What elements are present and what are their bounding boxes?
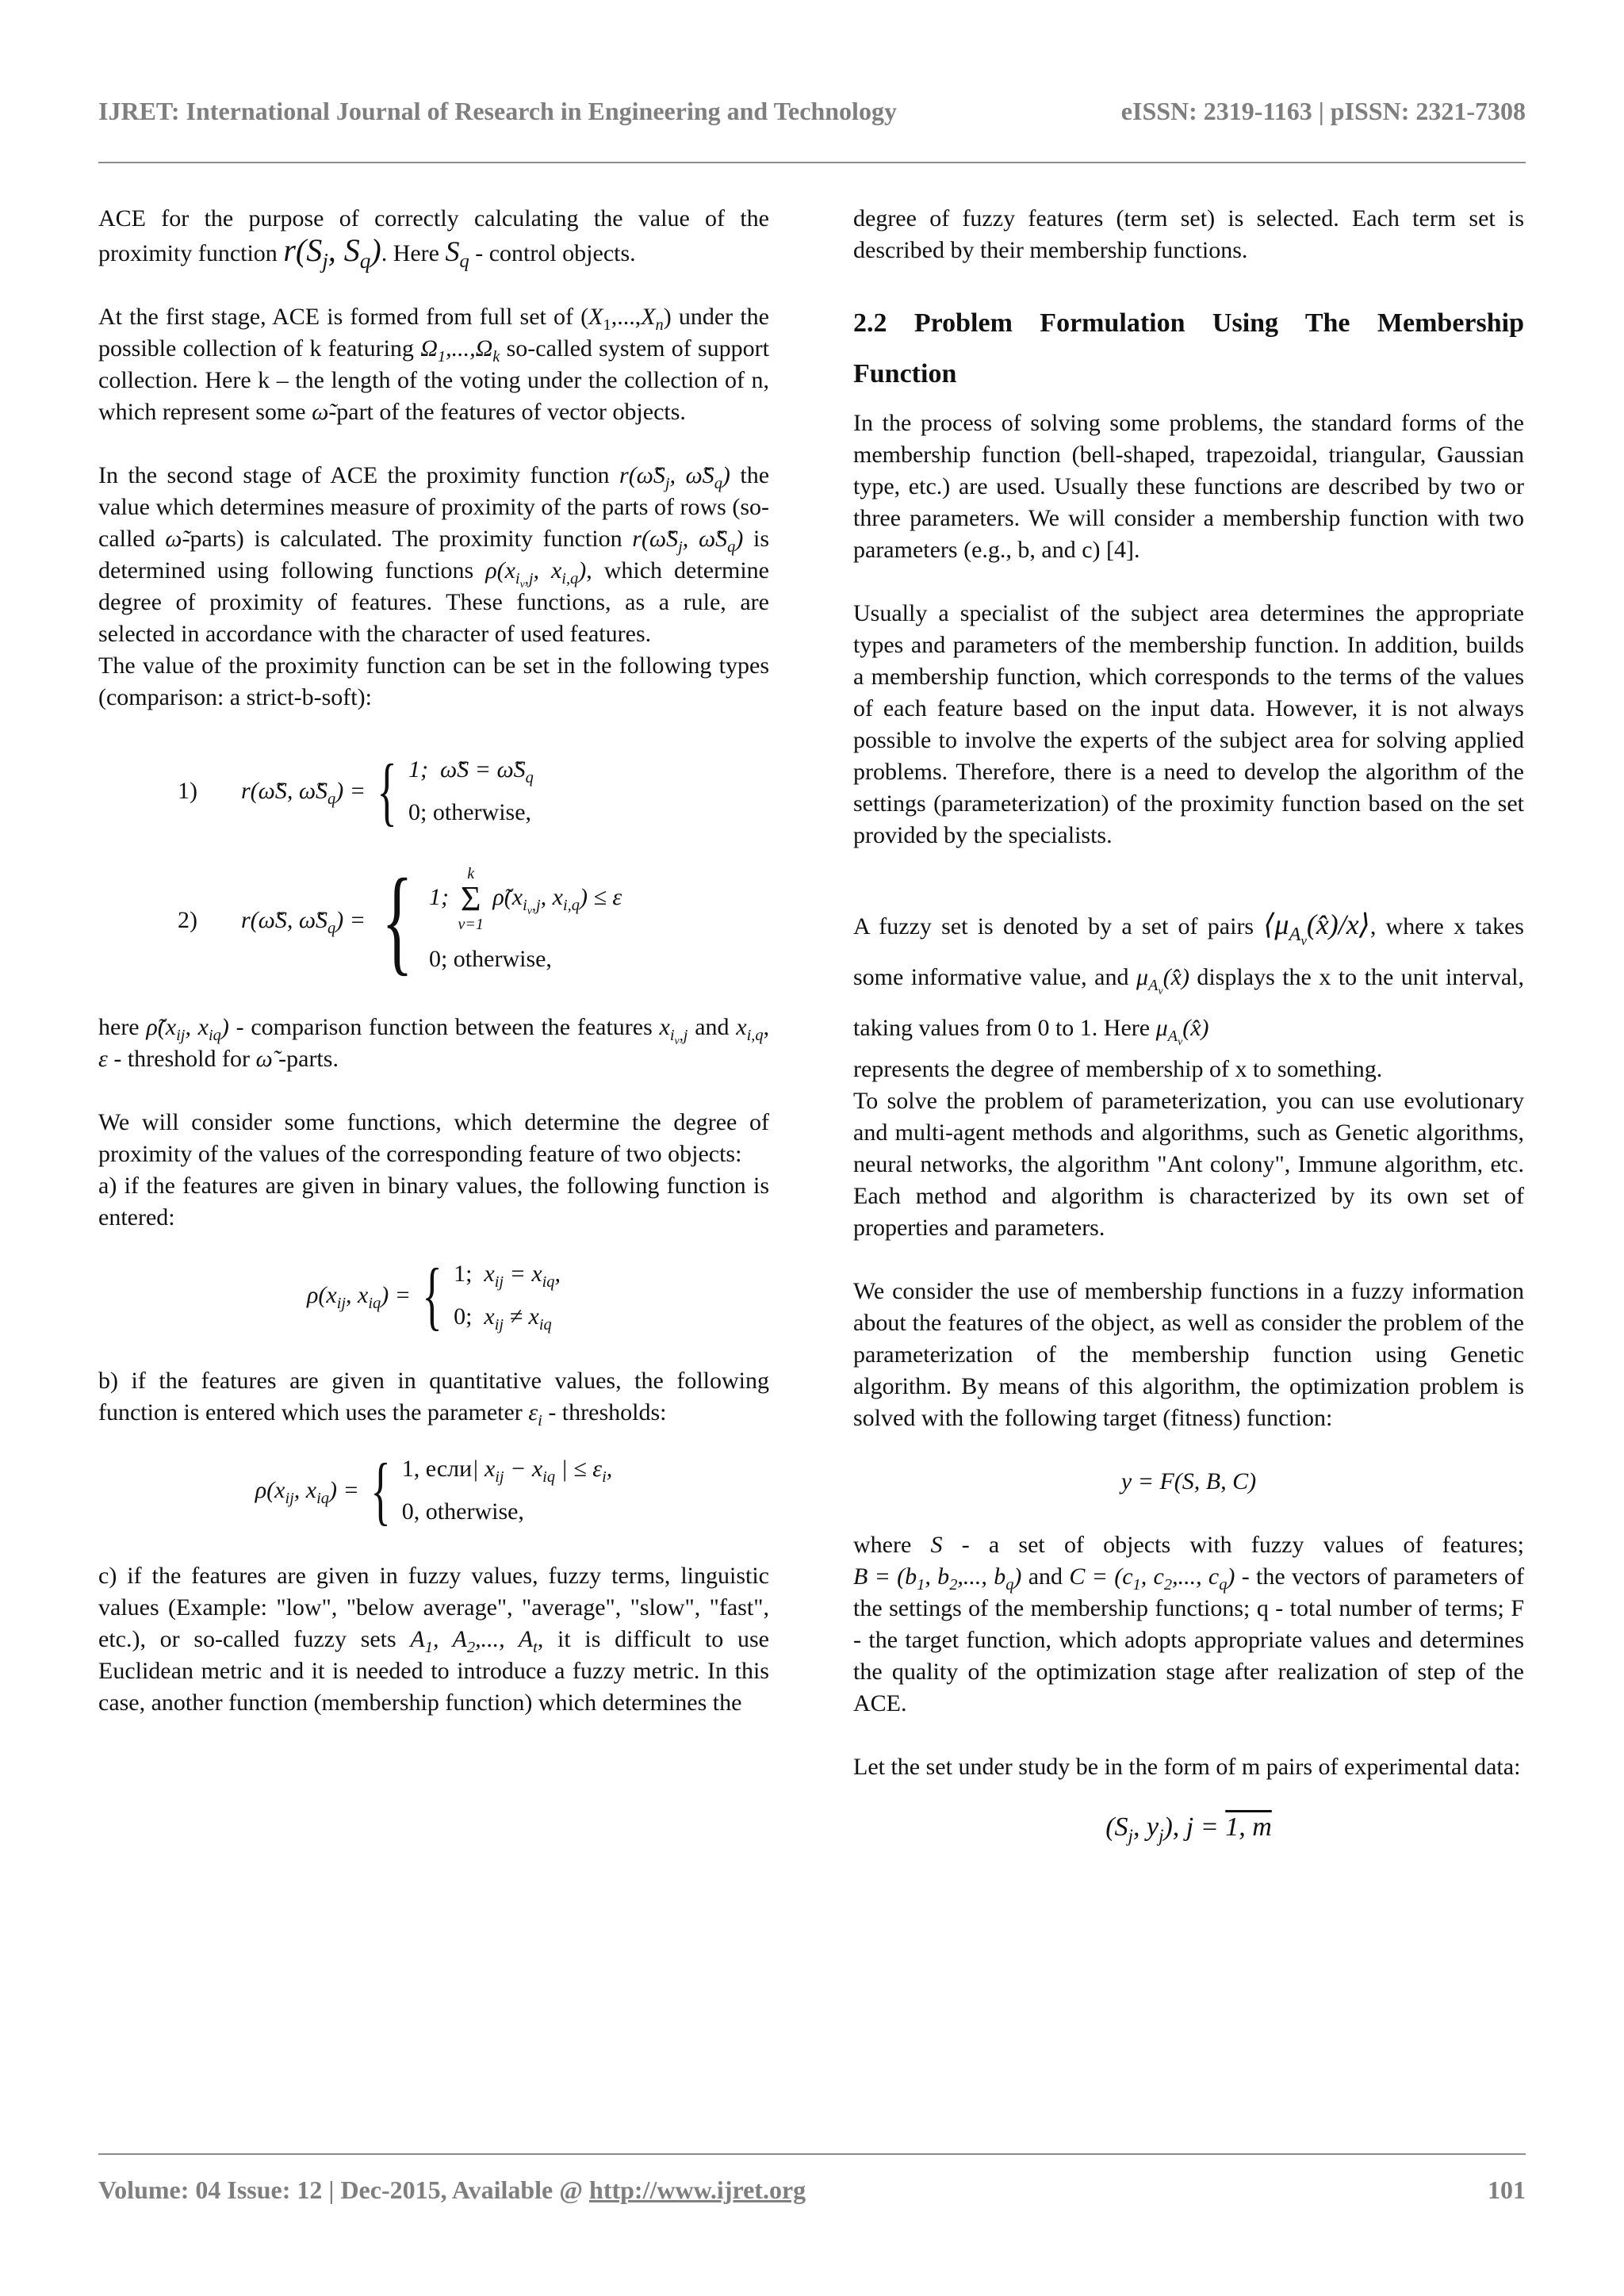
paragraph: degree of fuzzy features (term set) is selected. Each term set is described by their membership functions. bbox=[853, 205, 1524, 263]
equation-fitness: y = F(S, B, C) bbox=[1120, 1468, 1257, 1494]
paragraph: ACE for the purpose of correctly calculating the value of the proximity function $r(S_j$, $S_q$). Here $S_q$ - control objects. bbox=[98, 205, 769, 273]
section-heading: 2.2 Problem Formulation Using The Membership Function bbox=[853, 308, 1524, 388]
footer-rule bbox=[98, 2153, 1526, 2155]
left-column bbox=[98, 203, 769, 1751]
paragraph: here $\rhõ(x_{ij}$, $x_{iq}$) - comparison function between the features $x_{i_v,j}$ and $x_{i,q}$, ε - threshold for ω̃ -parts. bbox=[98, 1014, 770, 1072]
issn-header: eISSN: 2319-1163 | pISSN: 2321-7308 bbox=[1120, 97, 1526, 125]
footer-volume: Volume: 04 Issue: 12 | Dec-2015, Available @ http://www.ijret.org bbox=[98, 2175, 806, 2204]
paragraph: b) if the features are given in quantitative values, the following function is entered which uses the parameter $\varepsilon_i$ - thresholds: bbox=[98, 1368, 769, 1429]
paragraph: c) if the features are given in fuzzy values, fuzzy terms, linguistic values (Example: "low", "below average", "average", "slow", "fast", etc.), or so-called fuzzy sets $A_1$, $A_2$,..., $A_t$, it is difficult to use Euclidean metric and it is needed to introduce a fuzzy metric. In this case, another function (membership function) which determines the bbox=[98, 1563, 769, 1716]
paragraph: We will consider some functions, which determine the degree of proximity of the values of the corresponding feature of two objects: bbox=[98, 1109, 769, 1167]
paragraph: In the process of solving some problems, the standard forms of the membership function (bell-shaped, trapezoidal, triangular, Gaussian type, etc.) are used. Usually these functions are described by two or three parameters. We will consider a membership function with two parameters (e.g., b, and c) [4]. bbox=[853, 410, 1524, 563]
paragraph: Usually a specialist of the subject area determines the appropriate types and parameters of the membership function. In addition, builds a membership function, which corresponds to the terms of the values of each feature based on the input data. However, it is not always possible to involve the experts of the subject area for solving applied problems. Therefore, there is a need to develop the algorithm of the settings (parameterization) of the proximity function based on the set provided by the specialists. bbox=[853, 600, 1524, 848]
paragraph: We consider the use of membership functions in a fuzzy information about the features of the object, as well as consider the problem of the parameterization of the membership function using Genetic algorithm. By means of this algorithm, the optimization problem is solved with the following target (fitness) function: bbox=[853, 1278, 1524, 1431]
paragraph: The value of the proximity function can be set in the following types (comparison: a strict-b-soft): bbox=[98, 652, 769, 710]
paragraph: At the first stage, ACE is formed from full set of $(X_1,...,X_n)$ under the possible collection of k featuring $\Omega_1,...,\Omega_k$ so-called system of support collection. Here k – the length of the voting under the collection of n, which represent some ω̃-part of the features of vector objects. bbox=[98, 304, 770, 425]
equation-quantitative: $\rho(x_{ij}$, $x_{iq}$) = { 1, если| $x_{ij} - x_{iq}$ | ≤ $\varepsilon_i$, 0, otherwise, bbox=[255, 1448, 613, 1533]
paragraph: To solve the problem of parameterization, you can use evolutionary and multi-agent methods and algorithms, such as Genetic algorithms, neural networks, the algorithm "Ant colony", Immune algorithm, etc. Each method and algorithm is characterized by its own set of properties and parameters. bbox=[853, 1088, 1524, 1241]
paragraph: In the second stage of ACE the proximity function $r(\omegãS_j$, $\omegãS_q$) the value which determines measure of proximity of the parts of rows (so-called ω̃-parts) is calculated. The proximity function $r(\omegãS_j$, $\omegãS_q$) is determined using following functions $\rho(x_{i_v,j}$, $x_{i,q}$), which determine degree of proximity of features. These functions, as a rule, are selected in accordance with the character of used features. bbox=[98, 462, 770, 647]
paragraph: A fuzzy set is denoted by a set of pairs $⟨\mu_{A_v}(x̂)/x⟩$, where x takes some informative value, and $\mu_{A_v}(x̂)$ displays the x to the unit interval, taking values from 0 to 1. Here $\mu_{A_v}(x̂)$ bbox=[853, 909, 1525, 1049]
paragraph: Let the set under study be in the form of m pairs of experimental data: bbox=[853, 1754, 1521, 1780]
equation-binary: $\rho(x_{ij}$, $x_{iq}$) = { 1; $x_{ij} = x_{iq}$, 0; $x_{ij} \ne x_{iq}$ bbox=[306, 1253, 561, 1337]
paragraph: where S - a set of objects with fuzzy values of features; $B = (b_1$, $b_2$,..., $b_q$) and $C = (c_1$, $c_2$,..., $c_q$) - the vectors of parameters of the settings of the membership functions; q - total number of terms; F - the target function, which adopts appropriate values and determines the quality of the optimization stage after realization of step of the ACE. bbox=[853, 1532, 1525, 1716]
equation-pairs: ($S_j$, $y_j$), j = 1, m bbox=[1105, 1812, 1272, 1846]
equation-soft: 2) r(ω̃S, $\omegãS_q$) = { 1; k Σ v=1 $\rhõ(x_{i_v,j}$, $x_{i,q}) \le \varepsilon$ 0; otherwise, bbox=[178, 855, 622, 986]
equation-strict: 1) r(ω̃S, $\omegãS_q$) = { 1; ω̃S = $\omegãS_q$ 0; otherwise, bbox=[178, 748, 534, 833]
journal-link[interactable]: http://www.ijret.org bbox=[589, 2175, 806, 2204]
math-proximity: $r(S_j$, $S_q$) bbox=[283, 232, 381, 273]
right-column bbox=[853, 203, 1524, 1875]
paragraph: represents the degree of membership of x to something. bbox=[853, 1056, 1383, 1082]
header-rule bbox=[98, 162, 1526, 163]
paragraph: a) if the features are given in binary values, the following function is entered: bbox=[98, 1173, 769, 1230]
journal-header: IJRET: International Journal of Research in Engineering and Technology bbox=[98, 97, 897, 125]
page-number: 101 bbox=[1488, 2175, 1526, 2204]
